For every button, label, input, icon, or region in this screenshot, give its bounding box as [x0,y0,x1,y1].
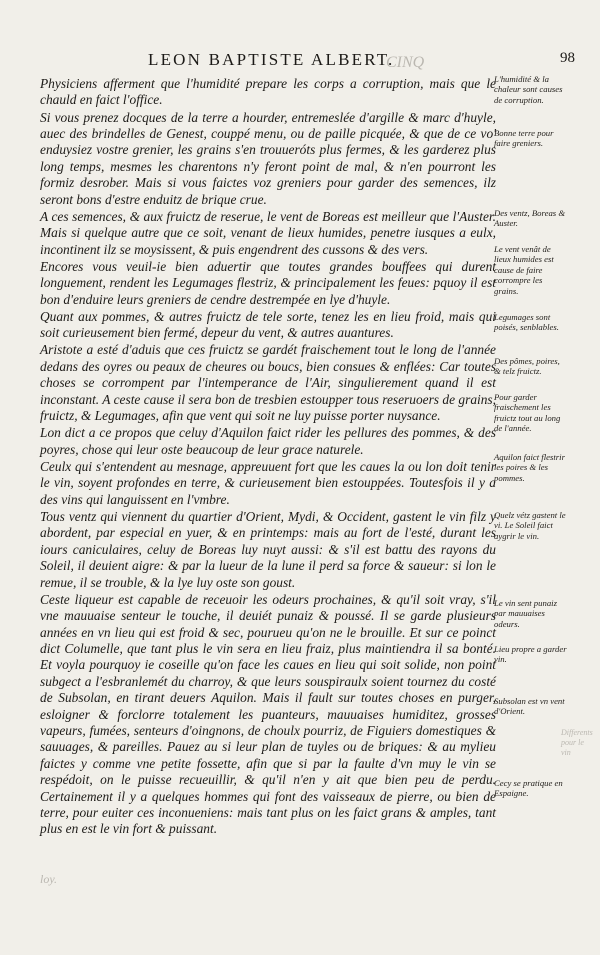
margin-note: Lieu propre a garder vin. [494,644,567,665]
paragraph: Quant aux pommes, & autres fruictz de tele sorte, tenez les en lieu froid, mais qui soit curieusement bien fermé, depeur du vent, & autres auantures. [40,308,496,341]
running-head [0,50,600,72]
margin-note: Le vent venât de lieux humides est cause de faire corrompre les grains. [494,244,554,296]
paragraph: Lon dict a ce propos que celuy d'Aquilon faict rider les pellures des pommes, & des poyres, chose qui leur oste beaucoup de leur grace naturele. [40,425,496,457]
margin-note: Legumages sont poisés, senblables. [494,312,559,333]
paragraph: A ces semences, & aux fruictz de reserue, le vent de Boreas est meilleur que l'Auster. Mais si quelque autre que ce soit, venant de lieux humides, penetre iusques a eulx, incontinent ilz se moysissent, & puis engendrent des cussons & des vers. [40,208,496,257]
paragraph: Physiciens afferment que l'humidité prepare les corps a corruption, mais que le chauld en faict l'office. [40,76,496,108]
paragraph: Tous ventz qui viennent du quartier d'Orient, Mydi, & Occident, gastent le vin filz y abordent, par especial en yuer, & en printemps: mais au fort de l'esté, durant les iours caniculaires, celuy de Boreas luy nuyt aussi: & s'il est battu des rayons du Soleil, il deuient aigre: & par la lueur de la lune il perd sa force & saueur: si lon le remue, il se trouble, & la lye luy oste son goust. [40,508,496,590]
margin-note: Bonne terre pour faire greniers. [494,128,554,149]
show-through-text-right: Differents pour le vin [561,728,593,757]
margin-note: Des pômes, poires, & telz fruictz. [494,356,560,377]
page-number: 98 [560,50,575,66]
running-title: LEON BAPTISTE ALBERT. [148,50,395,69]
show-through-text-bottom: loy. [40,872,57,886]
show-through-text-top: CINQ [386,54,425,71]
margin-note: Quelz vétz gastent le vi. Le Soleil faict aygrir le vin. [494,510,566,541]
paragraph: Encores vous veuil-ie bien aduertir que toutes grandes bouffees qui durent longuement, rendent les Legumages flestriz, & principalement les feues: pquoy il est bon d'enduire leurs greniers de cendre destrempée en lye d'huyle. [40,258,496,307]
paragraph: Aristote a esté d'aduis que ces fruictz se gardét fraischement tout le long de l'année dedans des oyres ou peaux de cheures ou boucs, bien consues & enflées: Car toutes choses se corrompent par l'intemperance de l'Air, singulierement quand il est inconstant. A ceste cause il sera bon de tresbien estoupper tous reseruoers de grains, fruictz, & Legumages, afin que vent qui soit ne luy puisse porter nuysance. [40,342,496,424]
paragraph: Si vous prenez docques de la terre a hourder, entremeslée d'argille & marc d'huyle, auec des brindelles de Genest, couppé menu, ou de paille picquée, & que de ce vo' enduysiez vostre grenier, les grains s'en trouueróts plus fermes, & les garderez plus long temps, mesmes les charentons n'y feront point de mal, & n'en pourront les formiz desrober. Mais si vous faictes voz greniers pour garder des semences, ilz seront bons d'estre enduitz de brique crue. [40,109,496,207]
margin-note: Des ventz, Boreas & Auster. [494,208,566,229]
margin-note: Aquilon faict flestrir les poires & les pommes. [494,452,565,483]
margin-note: Subsolan est vn vent d'Orient. [494,696,565,717]
paragraph: Ceste liqueur est capable de receuoir les odeurs prochaines, & qu'il soit vray, s'il vne mauuaise senteur le touche, il deuiét punaiz & poussé. Il se garde plusieurs années en vn lieu qui est froid & sec, pourueu qu'on ne le brouille. Et sur ce poinct dict Columelle, que tant plus le vin sera en lieu fraiz, plus maintiendra il sa bonté. Et voyla pourquoy ie coseille qu'on face les caues en lieu qui soit solide, non point subgect a l'esbranlemét du charroy, & que leurs souspiraulx soient tournez du costé de Subsolan, en tirant deuers Aquilon. Mais il fault sur toutes choses en purger, esloigner & forclorre totalement les puanteurs, mauuaises humiditez, grosses vapeurs, fumées, senteurs d'oingnons, de choulx pourriz, de Figuiers domestiques & sauuages, & pareilles. Pauez au si leur plan de tuyles ou de briques: & au mylieu faictes y comme vne petite fossette, afin que si par la faulte d'vn muy le vin se respédoit, on le puisse recueuillir, & qu'il n'en y ait que bien peu de perdu. Certainement il y a quelques hommes qui font des vaisseaux de pierre, ou bien de terre, pour euiter ces inconueniens: mais tant plus on les faict grans & amples, tant plus en est le vin fort & puissant. [40,591,496,837]
margin-note: L'humidité & la chaleur sont causes de corruption. [494,74,563,105]
margin-note: Pour garder fraischement les fruictz tout au long de l'année. [494,392,561,434]
margin-note: Cecy se pratique en Espaigne. [494,778,563,799]
paragraph: Ceulx qui s'entendent au mesnage, appreuuent fort que les caues la ou lon doit tenir le vin, soyent profondes en terre, & curieusement bien estouppées. Toutesfois il y a des vins qui languissent en l'vmbre. [40,458,496,507]
main-text-block [40,76,496,838]
margin-note: Le vin sent punaiz par mauuaises odeurs. [494,598,557,629]
